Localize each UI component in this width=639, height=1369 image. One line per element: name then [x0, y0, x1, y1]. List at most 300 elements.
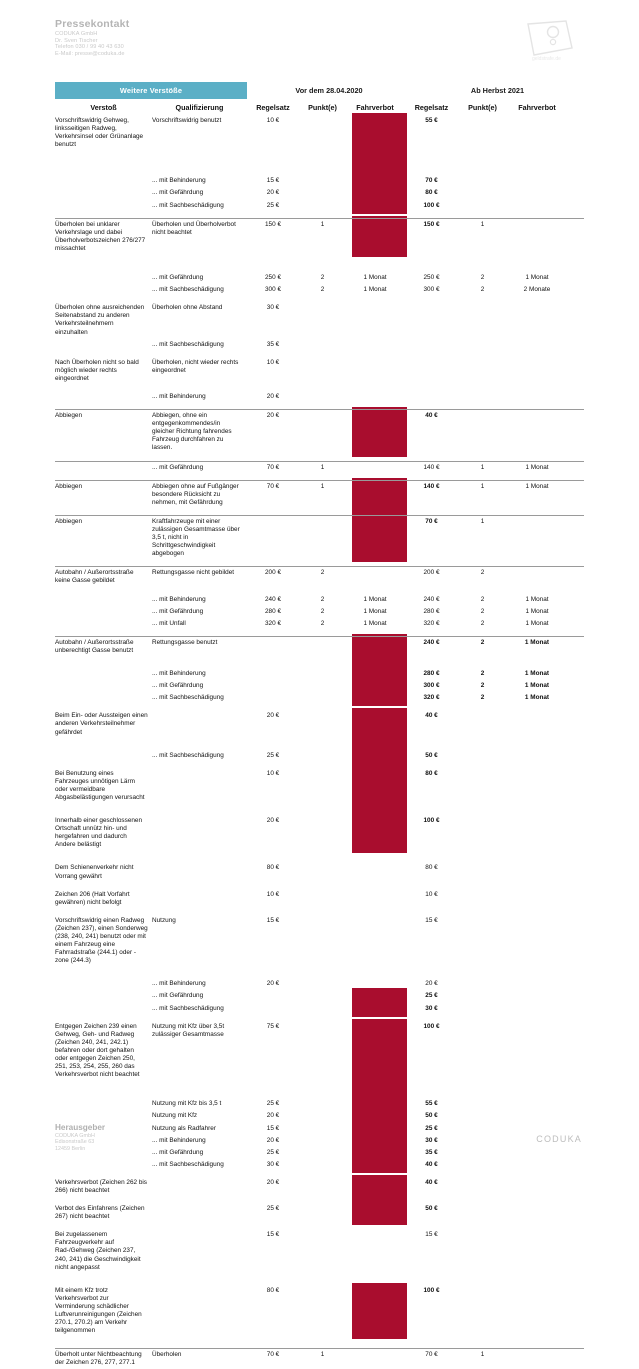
cell-regelsatz-old: [247, 668, 299, 680]
cell-verstoss: [55, 618, 152, 630]
row-spacer: [55, 151, 584, 175]
cell-qualifizierung: ... mit Gefährdung: [152, 682, 204, 690]
cell-regelsatz-new: 100 €: [423, 817, 440, 825]
cell-fahrverbot-new: [506, 862, 568, 882]
cell-verstoss: [55, 284, 152, 296]
cell-punkte-old: 1: [320, 220, 325, 228]
cell-regelsatz-new: 100 €: [423, 1286, 440, 1294]
cell-regelsatz-old: 20 €: [266, 1112, 280, 1120]
cell-qualifizierung: [152, 889, 247, 909]
cell-verstoss: [55, 978, 152, 990]
section-banner: Weitere Verstöße: [55, 82, 247, 99]
table-row: [55, 606, 584, 618]
cell-fahrverbot-new: 1 Monat: [525, 274, 549, 282]
cell-qualifizierung: [152, 1177, 247, 1197]
cell-punkte-old: [299, 915, 346, 968]
cell-fahrverbot-old: [346, 889, 404, 909]
cell-regelsatz-old: 70 €: [266, 1351, 280, 1359]
cell-punkte-old: [299, 1003, 346, 1015]
table-row: [55, 636, 584, 657]
cell-regelsatz-new: 240 €: [423, 638, 440, 646]
cell-qualifizierung: Nutzung mit Kfz: [152, 1112, 198, 1120]
cell-regelsatz-old: [247, 990, 299, 1002]
cell-regelsatz-new: [404, 339, 459, 351]
cell-fahrverbot-new: [506, 1349, 568, 1369]
cell-verstoss: Überholen bei unklarer Verkehrslage und dabei Überholverbotszeichen 276/277 missachtet: [55, 220, 146, 252]
colhead-regelsatz-old: Regelsatz: [256, 103, 290, 112]
cell-punkte-new: [459, 391, 506, 403]
cell-fahrverbot-old: [346, 1110, 404, 1122]
cell-regelsatz-old: 15 €: [266, 1231, 280, 1239]
cell-verstoss: [55, 1003, 152, 1015]
cell-punkte-old: [299, 302, 346, 338]
cell-punkte-new: 2: [480, 286, 485, 294]
cell-regelsatz-new: 15 €: [425, 1231, 438, 1239]
cell-fahrverbot-new: 1 Monat: [524, 682, 550, 690]
cell-regelsatz-new: 40 €: [425, 1160, 438, 1168]
cell-regelsatz-old: 25 €: [266, 201, 280, 209]
cell-punkte-old: [299, 1159, 346, 1171]
table-band-row: [55, 82, 584, 99]
cell-fahrverbot-new: [506, 1177, 568, 1197]
cell-punkte-new: [459, 1123, 506, 1135]
cell-fahrverbot-new: [506, 115, 568, 151]
cell-qualifizierung: Abbiegen, ohne ein entgegenkommendes/in gleicher Richtung fahrendes Fahrzeug durchfahren zu lassen.: [152, 412, 232, 452]
cell-regelsatz-old: 20 €: [266, 980, 280, 988]
cell-qualifizierung: ... mit Behinderung: [152, 392, 206, 400]
cell-regelsatz-old: 30 €: [266, 1160, 280, 1168]
cell-qualifizierung: Nutzung mit Kfz bis 3,5 t: [152, 1100, 222, 1108]
cell-verstoss: Überholt unter Nichtbeachtung der Zeichen 276, 277, 277.1: [55, 1351, 142, 1367]
cell-fahrverbot-new: [506, 339, 568, 351]
cell-verstoss: [55, 594, 152, 606]
cell-regelsatz-old: 20 €: [266, 1178, 280, 1186]
cell-fahrverbot-new: 1 Monat: [525, 463, 549, 471]
cell-punkte-new: [459, 1229, 506, 1273]
cell-punkte-new: [459, 302, 506, 338]
table-row: [55, 668, 584, 680]
cell-punkte-new: [459, 990, 506, 1002]
cell-regelsatz-new: 80 €: [425, 864, 438, 872]
cell-regelsatz-new: 40 €: [425, 412, 438, 420]
cell-verstoss: Abbiegen: [55, 482, 83, 490]
publisher-block: [55, 1123, 105, 1152]
cell-punkte-new: [459, 889, 506, 909]
cell-verstoss: [55, 750, 152, 762]
table-row: [55, 175, 584, 187]
press-contact-phone: Telefon 030 / 99 40 43 630: [55, 44, 124, 51]
cell-verstoss: [55, 339, 152, 351]
cell-regelsatz-old: [247, 637, 299, 657]
cell-fahrverbot-old: [346, 1098, 404, 1110]
cell-punkte-old: [299, 1203, 346, 1223]
cell-verstoss: [55, 175, 152, 187]
cell-punkte-old: [299, 410, 346, 454]
cell-regelsatz-new: 35 €: [425, 1148, 438, 1156]
cell-fahrverbot-old: [346, 710, 404, 738]
cell-fahrverbot-new: [506, 391, 568, 403]
cell-qualifizierung: ... mit Sachbeschädigung: [152, 1160, 224, 1168]
cell-regelsatz-new: 70 €: [425, 177, 438, 185]
svg-text:geldstrafe.de: geldstrafe.de: [532, 56, 561, 62]
cell-fahrverbot-old: [346, 1177, 404, 1197]
table-row: [55, 1110, 584, 1122]
cell-fahrverbot-old: [346, 815, 404, 851]
cell-fahrverbot-old: [346, 1203, 404, 1223]
cell-punkte-new: [459, 1135, 506, 1147]
cell-punkte-old: [299, 637, 346, 657]
cell-fahrverbot-old: [346, 481, 404, 509]
cell-qualifizierung: ... mit Sachbeschädigung: [152, 340, 224, 348]
cell-fahrverbot-old: [346, 1285, 404, 1338]
cell-fahrverbot-old: [346, 692, 404, 704]
cell-fahrverbot-old: [346, 990, 404, 1002]
cell-qualifizierung: ... mit Gefährdung: [152, 189, 204, 197]
cell-qualifizierung: ... mit Sachbeschädigung: [152, 1004, 224, 1012]
cell-punkte-old: 2: [320, 274, 325, 282]
cell-verstoss: Zeichen 206 (Halt Vorfahrt gewähren) nicht befolgt: [55, 890, 130, 906]
row-spacer: [55, 967, 584, 978]
cell-fahrverbot-new: [506, 410, 568, 454]
cell-qualifizierung: ... mit Sachbeschädigung: [152, 201, 224, 209]
cell-regelsatz-old: 20 €: [266, 189, 280, 197]
cell-regelsatz-new: 25 €: [425, 1124, 438, 1132]
cell-regelsatz-new: 40 €: [425, 1178, 438, 1186]
table-column-headers: [55, 99, 584, 115]
cell-fahrverbot-new: [506, 1021, 568, 1082]
cell-regelsatz-old: 25 €: [266, 1205, 280, 1213]
cell-punkte-old: [299, 1021, 346, 1082]
table-row: [55, 302, 584, 338]
cell-punkte-new: [459, 1177, 506, 1197]
table-row: [55, 915, 584, 968]
cell-fahrverbot-new: 1 Monat: [524, 638, 550, 646]
cell-verstoss: [55, 606, 152, 618]
table-row: [55, 768, 584, 804]
cell-qualifizierung: Rettungsgasse benutzt: [152, 638, 218, 646]
cell-verstoss: [55, 692, 152, 704]
cell-regelsatz-new: 20 €: [425, 980, 438, 988]
period-new-label: Ab Herbst 2021: [470, 86, 525, 95]
cell-fahrverbot-old: [346, 750, 404, 762]
cell-fahrverbot-old: [346, 637, 404, 657]
row-spacer: [55, 739, 584, 750]
cell-qualifizierung: ... mit Sachbeschädigung: [152, 694, 224, 702]
cell-regelsatz-new: 70 €: [425, 1351, 438, 1359]
cell-punkte-new: 2: [480, 638, 485, 646]
cell-verstoss: Autobahn / Außerortsstraße unberechtigt Gasse benutzt: [55, 638, 134, 654]
cell-punkte-old: [299, 978, 346, 990]
cell-qualifizierung: [152, 815, 247, 851]
cell-fahrverbot-old: [346, 1003, 404, 1015]
cell-qualifizierung: ... mit Gefährdung: [152, 463, 204, 471]
cell-punkte-new: [459, 750, 506, 762]
geldstrafe-logo-icon: [520, 18, 582, 62]
cell-fahrverbot-old: [346, 462, 404, 474]
cell-punkte-old: [299, 187, 346, 199]
cell-verstoss: Innerhalb einer geschlossenen Ortschaft unnütz hin- und hergefahren und dadurch Andere belästigt: [55, 817, 143, 849]
cell-punkte-old: 2: [320, 619, 325, 627]
cell-regelsatz-new: 50 €: [425, 1205, 438, 1213]
cell-fahrverbot-new: [506, 1159, 568, 1171]
row-spacer: [55, 1081, 584, 1098]
cell-regelsatz-old: 150 €: [265, 220, 281, 228]
cell-punkte-old: [299, 862, 346, 882]
table-row: [55, 461, 584, 474]
table-row: [55, 187, 584, 199]
table-row: [55, 862, 584, 882]
cell-regelsatz-new: 55 €: [425, 117, 438, 124]
cell-qualifizierung: [152, 1229, 247, 1273]
cell-punkte-new: [459, 768, 506, 804]
table-row: [55, 284, 584, 296]
cell-fahrverbot-new: [506, 187, 568, 199]
cell-fahrverbot-old: [346, 410, 404, 454]
cell-regelsatz-old: 20 €: [266, 817, 280, 825]
table-row: [55, 218, 584, 255]
cell-qualifizierung: Vorschriftswidrig benutzt: [152, 117, 222, 124]
cell-regelsatz-old: 10 €: [266, 358, 280, 366]
cell-qualifizierung: ... mit Behinderung: [152, 177, 206, 185]
table-row: [55, 889, 584, 909]
cell-fahrverbot-old: [346, 175, 404, 187]
cell-punkte-new: [459, 175, 506, 187]
table-row: [55, 200, 584, 212]
cell-fahrverbot-new: [506, 978, 568, 990]
publisher-company: CODUKA GmbH: [55, 1132, 95, 1139]
cell-punkte-old: 1: [320, 463, 325, 471]
cell-punkte-old: [299, 768, 346, 804]
cell-fahrverbot-new: [506, 815, 568, 851]
table-row: [55, 1021, 584, 1082]
table-row: [55, 1098, 584, 1110]
cell-fahrverbot-old: [346, 1021, 404, 1082]
cell-fahrverbot-new: [506, 915, 568, 968]
cell-fahrverbot-old: [346, 187, 404, 199]
cell-regelsatz-old: [247, 1003, 299, 1015]
table-row: [55, 978, 584, 990]
publisher-city: 12459 Berlin: [55, 1145, 86, 1152]
cell-regelsatz-new: 140 €: [423, 463, 440, 471]
cell-fahrverbot-old: [346, 391, 404, 403]
press-contact-email: E-Mail: presse@coduka.de: [55, 50, 125, 57]
cell-verstoss: Mit einem Kfz trotz Verkehrsverbot zur Verminderung schädlicher Luftverunreinigungen (Zeichen 270.1, 270.2) am Verkehr teilgenommen: [55, 1286, 142, 1335]
table-row: [55, 391, 584, 403]
cell-verstoss: [55, 187, 152, 199]
cell-verstoss: Vorschriftswidrig Gehweg, linksseitigen Radweg, Verkehrsinsel oder Grünanlage benutzt: [55, 117, 144, 149]
cell-fahrverbot-old: [346, 115, 404, 151]
cell-regelsatz-new: 80 €: [425, 769, 438, 777]
cell-punkte-new: 1: [480, 220, 485, 228]
cell-regelsatz-old: 25 €: [266, 751, 280, 759]
cell-qualifizierung: ... mit Gefährdung: [152, 992, 204, 1000]
cell-fahrverbot-new: 1 Monat: [525, 607, 549, 615]
cell-regelsatz-old: 20 €: [266, 392, 280, 400]
cell-punkte-new: [459, 187, 506, 199]
cell-regelsatz-new: 320 €: [423, 619, 440, 627]
cell-regelsatz-new: 240 €: [423, 595, 440, 603]
cell-regelsatz-new: 100 €: [423, 201, 440, 209]
cell-regelsatz-old: 35 €: [266, 340, 280, 348]
publisher-title: Herausgeber: [55, 1122, 106, 1132]
cell-fahrverbot-new: [506, 990, 568, 1002]
cell-regelsatz-old: 20 €: [266, 712, 280, 720]
colhead-punkte-old: Punkt(e): [308, 103, 337, 112]
table-row: [55, 339, 584, 351]
cell-punkte-old: 1: [320, 1351, 325, 1359]
cell-punkte-old: [299, 1135, 346, 1147]
cell-regelsatz-old: 15 €: [266, 916, 280, 924]
cell-fahrverbot-new: [506, 219, 568, 255]
cell-regelsatz-old: 30 €: [266, 304, 280, 312]
cell-punkte-old: [299, 710, 346, 738]
cell-regelsatz-old: 70 €: [266, 463, 280, 471]
table-row: [55, 1177, 584, 1197]
cell-qualifizierung: Rettungsgasse nicht gebildet: [152, 569, 235, 577]
penalty-table: [55, 82, 584, 1369]
cell-punkte-new: [459, 710, 506, 738]
cell-regelsatz-new: 30 €: [425, 1136, 438, 1144]
cell-qualifizierung: ... mit Behinderung: [152, 670, 206, 678]
cell-punkte-old: 2: [320, 607, 325, 615]
cell-punkte-new: 1: [480, 517, 485, 525]
row-spacer: [55, 657, 584, 668]
cell-verstoss: [55, 1098, 152, 1110]
cell-regelsatz-new: 280 €: [423, 670, 440, 678]
cell-fahrverbot-old: [346, 1123, 404, 1135]
cell-verstoss: Verkehrsverbot (Zeichen 262 bis 266) nicht beachtet: [55, 1178, 148, 1194]
cell-verstoss: Dem Schienenverkehr nicht Vorrang gewährt: [55, 864, 134, 880]
cell-regelsatz-old: 250 €: [265, 274, 281, 282]
cell-fahrverbot-old: 1 Monat: [363, 274, 387, 282]
cell-qualifizierung: [152, 862, 247, 882]
cell-qualifizierung: ... mit Gefährdung: [152, 1148, 204, 1156]
table-row: [55, 1285, 584, 1338]
cell-punkte-new: [459, 1159, 506, 1171]
colhead-punkte-new: Punkt(e): [468, 103, 497, 112]
cell-fahrverbot-old: [346, 1159, 404, 1171]
cell-punkte-old: [299, 1098, 346, 1110]
cell-punkte-new: [459, 915, 506, 968]
table-row: [55, 1147, 584, 1159]
cell-verstoss: [55, 1159, 152, 1171]
cell-regelsatz-old: 300 €: [265, 286, 281, 294]
cell-regelsatz-old: 10 €: [266, 769, 280, 777]
cell-punkte-old: [299, 516, 346, 560]
table-row: [55, 480, 584, 509]
cell-punkte-old: [299, 1177, 346, 1197]
table-row: [55, 990, 584, 1002]
cell-regelsatz-old: [247, 680, 299, 692]
publisher-street: Edisonstraße 63: [55, 1139, 95, 1146]
cell-regelsatz-new: 150 €: [423, 220, 440, 228]
cell-regelsatz-new: 320 €: [423, 694, 440, 702]
cell-regelsatz-new: 50 €: [425, 1112, 438, 1120]
cell-regelsatz-old: 80 €: [266, 1286, 280, 1294]
cell-punkte-new: [459, 115, 506, 151]
cell-qualifizierung: Überholen: [152, 1351, 182, 1359]
row-spacer: [55, 255, 584, 272]
cell-punkte-new: [459, 978, 506, 990]
cell-fahrverbot-new: [506, 1147, 568, 1159]
cell-punkte-new: 2: [480, 595, 485, 603]
cell-regelsatz-new: 15 €: [425, 916, 438, 924]
cell-fahrverbot-new: [506, 1003, 568, 1015]
cell-verstoss: Beim Ein- oder Aussteigen einen anderen Verkehrsteilnehmer gefährdet: [55, 712, 148, 736]
cell-fahrverbot-old: [346, 1229, 404, 1273]
cell-regelsatz-new: [404, 357, 459, 385]
press-contact-block: [55, 18, 129, 57]
cell-fahrverbot-old: [346, 668, 404, 680]
cell-fahrverbot-new: 1 Monat: [525, 595, 549, 603]
cell-qualifizierung: Abbiegen ohne auf Fußgänger besondere Rücksicht zu nehmen, mit Gefährdung: [152, 482, 239, 506]
cell-punkte-old: [299, 1229, 346, 1273]
table-row: [55, 515, 584, 560]
cell-fahrverbot-new: 1 Monat: [525, 619, 549, 627]
cell-regelsatz-new: 80 €: [425, 189, 438, 197]
cell-regelsatz-new: 300 €: [423, 286, 440, 294]
cell-punkte-new: [459, 1285, 506, 1338]
cell-verstoss: [55, 1110, 152, 1122]
table-row: [55, 1123, 584, 1135]
cell-regelsatz-new: 100 €: [423, 1022, 440, 1030]
cell-regelsatz-new: 300 €: [423, 682, 440, 690]
cell-punkte-old: [299, 815, 346, 851]
cell-qualifizierung: Nutzung: [152, 916, 176, 924]
cell-verstoss: Überholen ohne ausreichenden Seitenabstand zu anderen Verkehrsteilnehmern einzuhalten: [55, 304, 145, 336]
cell-qualifizierung: Überholen ohne Abstand: [152, 304, 223, 312]
cell-regelsatz-old: 240 €: [265, 595, 281, 603]
cell-fahrverbot-old: 1 Monat: [363, 619, 387, 627]
cell-punkte-new: 1: [480, 1351, 485, 1359]
cell-punkte-new: [459, 339, 506, 351]
cell-regelsatz-new: 40 €: [425, 712, 438, 720]
cell-fahrverbot-old: 1 Monat: [363, 595, 387, 603]
table-row: [55, 594, 584, 606]
table-row: [55, 409, 584, 454]
row-spacer: [55, 1274, 584, 1285]
press-contact-person: Dr. Sven Tischer: [55, 37, 98, 44]
cell-fahrverbot-new: [506, 1110, 568, 1122]
table-row: [55, 710, 584, 738]
cell-regelsatz-old: [247, 692, 299, 704]
cell-regelsatz-new: 140 €: [423, 482, 440, 490]
cell-verstoss: Verbot des Einfahrens (Zeichen 267) nicht beachtet: [55, 1205, 145, 1221]
cell-regelsatz-new: 30 €: [425, 1004, 438, 1012]
table-row: [55, 357, 584, 385]
table-row: [55, 115, 584, 151]
cell-qualifizierung: Nutzung als Radfahrer: [152, 1124, 216, 1132]
cell-fahrverbot-old: [346, 516, 404, 560]
cell-punkte-new: [459, 1110, 506, 1122]
table-row: [55, 1132, 584, 1147]
cell-qualifizierung: ... mit Behinderung: [152, 595, 206, 603]
table-body: [55, 115, 584, 1369]
cell-regelsatz-old: 320 €: [265, 619, 281, 627]
cell-fahrverbot-old: [346, 567, 404, 587]
cell-punkte-new: 2: [480, 569, 485, 577]
cell-punkte-old: [299, 1110, 346, 1122]
cell-fahrverbot-old: [346, 339, 404, 351]
cell-verstoss: Entgegen Zeichen 239 einen Gehweg, Geh- und Radweg (Zeichen 240, 241, 242.1) befahren oder dort gehalten oder entgegen Zeichen 250, 251, 253, 254, 255, 260 das Verkehrsverbot nicht beachtet: [55, 1022, 140, 1079]
cell-verstoss: [55, 462, 152, 474]
table-row: [55, 750, 584, 762]
cell-fahrverbot-old: [346, 978, 404, 990]
cell-qualifizierung: ... mit Gefährdung: [152, 607, 204, 615]
cell-punkte-old: [299, 1285, 346, 1338]
cell-verstoss: Nach Überholen nicht so bald möglich wieder rechts eingeordnet: [55, 358, 139, 382]
cell-regelsatz-new: 50 €: [425, 751, 438, 759]
